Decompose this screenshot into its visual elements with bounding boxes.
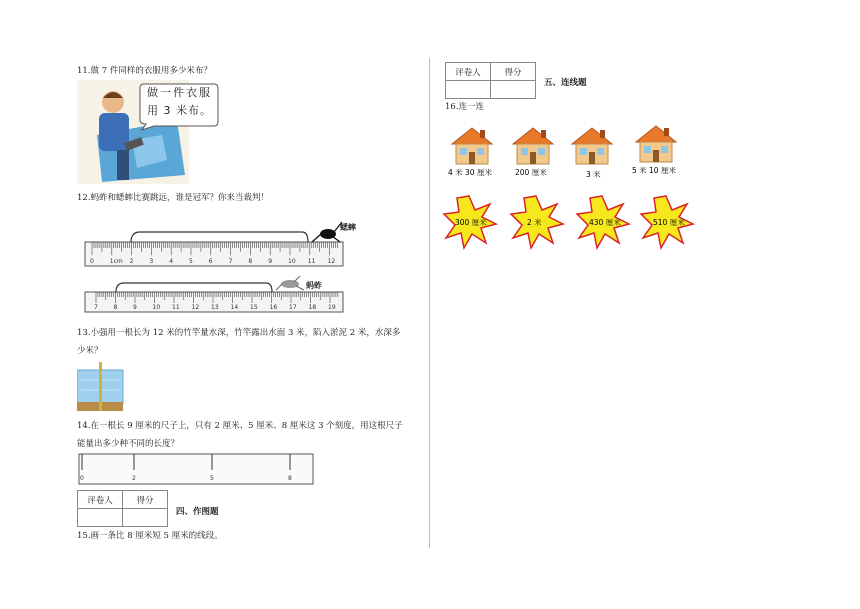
star-label-4: 510 厘米	[653, 218, 685, 227]
ruler-label: 10	[152, 304, 161, 311]
house-icon-2[interactable]	[513, 128, 553, 164]
ruler-label: 13	[211, 304, 219, 311]
ruler-label: 0	[90, 258, 94, 265]
house-label-1: 4 米 30 厘米	[448, 168, 492, 177]
ruler-label-2: 2	[132, 475, 136, 482]
score-cell[interactable]	[123, 509, 168, 527]
star-label-3: 430 厘米	[589, 218, 621, 227]
house-label-2: 200 厘米	[515, 168, 547, 177]
ruler-label-0: 0	[80, 475, 84, 482]
score-table-right	[445, 62, 536, 99]
ruler-label: 16	[269, 304, 278, 311]
grader-cell[interactable]	[78, 509, 123, 527]
cricket-icon	[312, 222, 342, 242]
section-5-title: 五、连线题	[544, 78, 587, 88]
ruler-label: 4	[169, 258, 174, 265]
water-pole-image	[77, 362, 125, 412]
ruler-label: 17	[289, 304, 297, 311]
ruler-label: 15	[250, 304, 258, 311]
bubble-line-2: 用 3 米布。	[147, 104, 212, 117]
ruler-label-8: 8	[288, 475, 292, 482]
ruler-label: 5	[189, 258, 193, 265]
score-header: 得分	[491, 63, 536, 81]
ruler-label: 8	[248, 258, 253, 265]
ruler-label: 19	[328, 304, 336, 311]
ruler-label: 11	[172, 304, 180, 311]
house-icon-3[interactable]	[572, 128, 612, 164]
grader-cell[interactable]	[446, 81, 491, 99]
star-label-1: 300 厘米	[455, 218, 487, 227]
house-icon-1[interactable]	[452, 128, 492, 164]
ruler-label: 12	[191, 304, 200, 311]
bubble-line-1: 做一件衣服	[147, 86, 212, 99]
house-label-3: 3 米	[586, 170, 601, 179]
ruler-label: 7	[228, 258, 233, 265]
cricket-label: 蟋蟀	[340, 223, 356, 232]
q14-line2: 能量出多少种不同的长度？	[77, 439, 180, 449]
q13-line2: 少米？	[77, 346, 103, 356]
ruler-label: 7	[94, 304, 98, 311]
q11-text: 11.做 7 件同样的衣服用多少米布？	[77, 66, 212, 76]
ruler-label: 6	[208, 258, 213, 265]
q15-text: 15.画一条比 8 厘米短 5 厘米的线段。	[77, 531, 223, 541]
ruler-label: 9	[133, 304, 137, 311]
q13-line1: 13.小强用一根长为 12 米的竹竿量水深，竹竿露出水面 3 米，陷入淤泥 2 米，水深多	[77, 328, 401, 338]
ruler-label: 18	[308, 304, 317, 311]
ruler-label-5: 5	[210, 475, 214, 482]
ruler-label: 3	[149, 258, 154, 265]
ruler-label: 9	[268, 258, 273, 265]
score-cell[interactable]	[491, 81, 536, 99]
column-divider	[429, 58, 430, 548]
grader-header: 评卷人	[446, 63, 491, 81]
jump-rulers	[80, 210, 360, 320]
grasshopper-label: 蚂蚱	[306, 281, 322, 290]
grasshopper-icon	[276, 276, 304, 290]
ruler-label: 11	[307, 258, 316, 265]
ruler-label: 1cm	[109, 258, 123, 265]
grader-header: 评卷人	[78, 491, 123, 509]
ruler-label: 12	[327, 258, 336, 265]
house-icon-4[interactable]	[636, 126, 676, 162]
star-label-2: 2 米	[527, 218, 542, 227]
ruler-label: 8	[113, 304, 118, 311]
q12-text: 12.蚂蚱和蟋蟀比赛跳远，谁是冠军？你来当裁判！	[77, 193, 270, 203]
matching-area	[440, 120, 700, 250]
score-header: 得分	[123, 491, 168, 509]
q16-text: 16.连一连	[445, 102, 485, 112]
q14-line1: 14.在一根长 9 厘米的尺子上，只有 2 厘米、5 厘米、8 厘米这 3 个刻度，用这根尺子	[77, 421, 403, 431]
score-table-left	[77, 490, 168, 527]
section-4-title: 四、作图题	[176, 507, 219, 517]
ruler-label: 14	[230, 304, 239, 311]
house-label-4: 5 米 10 厘米	[632, 166, 676, 175]
ruler-label: 10	[288, 258, 296, 265]
three-mark-ruler	[77, 453, 317, 487]
ruler-label: 2	[129, 258, 134, 265]
